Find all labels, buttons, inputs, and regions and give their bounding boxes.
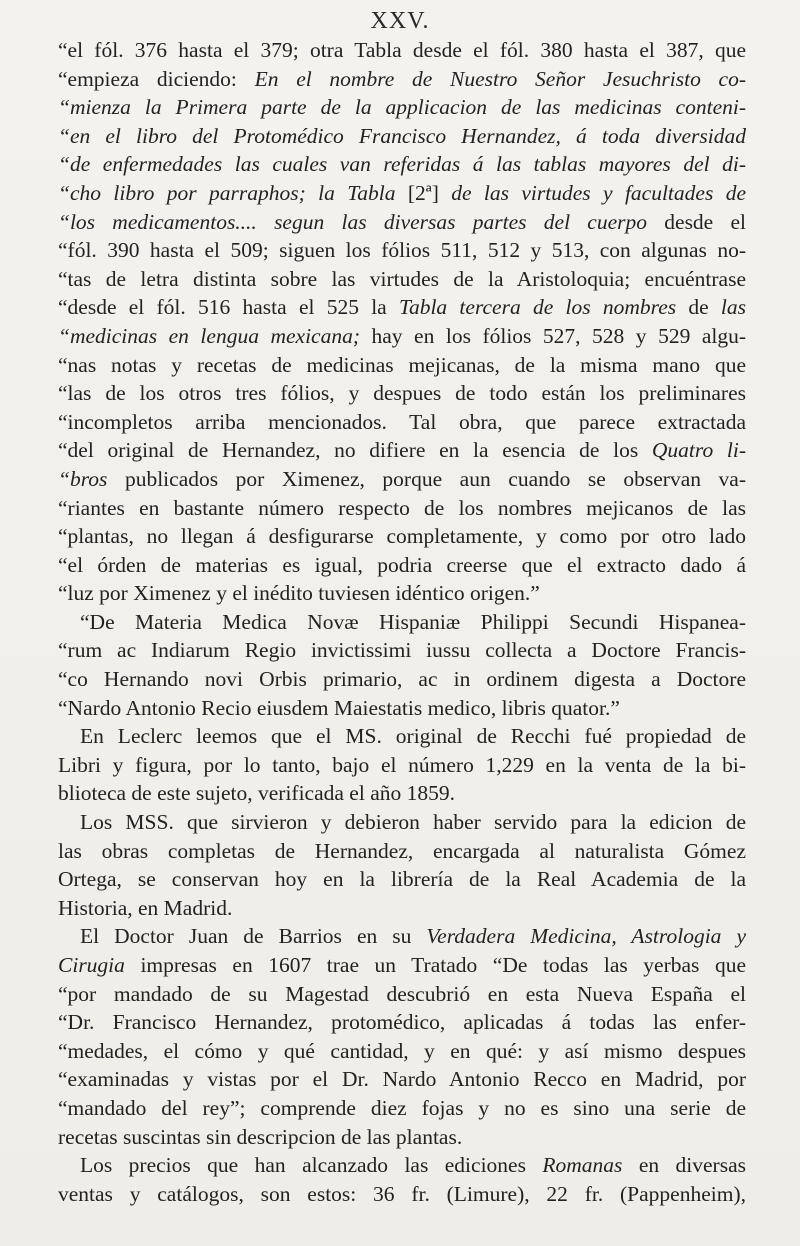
text-segment: blioteca de este sujeto, verificada el año 1859. <box>58 781 455 806</box>
text-line <box>58 980 746 1009</box>
text-segment: “luz por Ximenez y el inédito tuviesen idéntico origen.” <box>58 581 540 606</box>
text-segment: hay en los fólios 527, 528 y 529 algu- <box>360 323 746 348</box>
text-line <box>58 1065 746 1094</box>
text-segment: “De Materia Medica Novæ Hispaniæ Philippi Secundi Hispanea- <box>80 609 746 634</box>
text-segment: Ortega, se conservan hoy en la librería de la Real Academia de la <box>58 867 746 892</box>
text-line <box>58 665 746 694</box>
text-line <box>58 922 746 951</box>
italic-text: “de enfermedades las cuales van referidas á las tablas mayores del di- <box>58 152 746 177</box>
text-line <box>58 179 746 208</box>
text-segment: Los precios que han alcanzado las ediciones <box>80 1153 543 1178</box>
text-line <box>58 36 746 65</box>
italic-text: Romanas <box>542 1153 623 1178</box>
text-segment: “empieza diciendo: <box>58 66 255 91</box>
text-segment: “por mandado de su Magestad descubrió en esta Nueva España el <box>58 981 746 1006</box>
text-line <box>58 694 746 723</box>
text-line <box>58 951 746 980</box>
text-segment: de <box>676 295 721 320</box>
text-segment: ventas y catálogos, son estos: 36 fr. (Limure), 22 fr. (Pappenheim), <box>58 1181 746 1206</box>
italic-text: “cho libro por parraphos; la Tabla <box>58 180 396 205</box>
text-segment: “incompletos arriba mencionados. Tal obra, que parece extractada <box>58 409 746 434</box>
text-line <box>58 894 746 923</box>
text-segment: “examinadas y vistas por el Dr. Nardo Antonio Recco en Madrid, por <box>58 1067 746 1092</box>
italic-text: “en el libro del Protomédico Francisco Hernandez, á toda diversidad <box>58 123 746 148</box>
text-line <box>58 465 746 494</box>
text-segment: “co Hernando novi Orbis primario, ac in ordinem digesta a Doctore <box>58 667 746 692</box>
text-segment: en diversas <box>622 1153 746 1178</box>
text-line <box>58 494 746 523</box>
text-segment: “el órden de materias es igual, podria creerse que el extracto dado á <box>58 552 746 577</box>
text-segment: las obras completas de Hernandez, encargada al naturalista Gómez <box>58 838 746 863</box>
text-segment: desde el <box>647 209 746 234</box>
text-line <box>58 322 746 351</box>
text-line <box>58 808 746 837</box>
text-segment: “Dr. Francisco Hernandez, protomédico, aplicadas á todas las enfer- <box>58 1010 746 1035</box>
text-segment: “mandado del rey”; comprende diez fojas y no es sino una serie de <box>58 1095 746 1120</box>
text-segment: “riantes en bastante número respecto de los nombres mejicanos de las <box>58 495 746 520</box>
text-line <box>58 351 746 380</box>
text-segment: “plantas, no llegan á desfigurarse completamente, y como por otro lado <box>58 524 746 549</box>
italic-text: “medicinas en lengua mexicana; <box>58 323 360 348</box>
text-line <box>58 608 746 637</box>
body-text <box>58 36 746 1208</box>
text-segment: “Nardo Antonio Recio eiusdem Maiestatis medico, libris quator.” <box>58 695 620 720</box>
text-line <box>58 236 746 265</box>
text-segment: “medades, el cómo y qué cantidad, y en qué: y así mismo despues <box>58 1038 746 1063</box>
text-line <box>58 150 746 179</box>
text-segment: En Leclerc leemos que el MS. original de Recchi fué propiedad de <box>80 724 746 749</box>
text-line <box>58 1123 746 1152</box>
italic-text: las <box>720 295 746 320</box>
text-line <box>58 1180 746 1209</box>
text-segment: recetas suscintas sin descripcion de las plantas. <box>58 1124 463 1149</box>
italic-text: Tabla tercera de los nombres <box>398 295 677 320</box>
text-segment: “nas notas y recetas de medicinas mejicanas, de la misma mano que <box>58 352 746 377</box>
text-line <box>58 751 746 780</box>
text-line <box>58 379 746 408</box>
italic-text: de las virtudes y facultades de <box>451 180 746 205</box>
text-segment: Historia, en Madrid. <box>58 895 233 920</box>
text-line <box>58 1008 746 1037</box>
page-number: XXV. <box>370 8 430 34</box>
text-line <box>58 636 746 665</box>
text-line <box>58 265 746 294</box>
text-segment: “rum ac Indiarum Regio invictissimi iussu collecta a Doctore Francis- <box>58 638 746 663</box>
text-line <box>58 408 746 437</box>
text-line <box>58 65 746 94</box>
text-segment: Libri y figura, por lo tanto, bajo el número 1,229 en la venta de la bi- <box>58 752 746 777</box>
italic-text: Cirugia <box>58 953 125 977</box>
italic-text: Verdadera Medicina, Astrologia y <box>426 924 746 949</box>
text-line <box>58 122 746 151</box>
italic-text: En el nombre de Nuestro Señor Jesuchristo co- <box>254 66 746 91</box>
text-segment: Los MSS. que sirvieron y debieron haber servido para la edicion de <box>80 810 746 835</box>
text-line <box>58 93 746 122</box>
text-line <box>58 722 746 751</box>
text-line <box>58 1037 746 1066</box>
text-line <box>58 1151 746 1180</box>
italic-text: “mienza la Primera parte de la applicacion de las medicinas conteni- <box>58 95 746 120</box>
text-line <box>58 779 746 808</box>
text-line <box>58 865 746 894</box>
text-segment: “fól. 390 hasta el 509; siguen los fólios 511, 512 y 513, con algunas no- <box>58 238 746 263</box>
text-segment: “tas de letra distinta sobre las virtudes de la Aristoloquia; encuéntrase <box>58 266 746 291</box>
text-segment: publicados por Ximenez, porque aun cuando se observan va- <box>107 466 746 491</box>
text-line <box>58 522 746 551</box>
text-segment: [2ª] <box>395 180 452 205</box>
text-line <box>58 208 746 237</box>
text-line <box>58 579 746 608</box>
italic-text: Quatro li- <box>651 438 746 463</box>
text-segment: El Doctor Juan de Barrios en su <box>80 924 427 949</box>
italic-text: “los medicamentos.... segun las diversas partes del cuerpo <box>58 209 648 234</box>
text-line <box>58 293 746 322</box>
text-segment: “las de los otros tres fólios, y despues de todo están los preliminares <box>58 381 746 406</box>
text-segment: impresas en 1607 trae un Tratado “De todas las yerbas que <box>124 953 746 977</box>
text-line <box>58 551 746 580</box>
text-line <box>58 1094 746 1123</box>
text-segment: “el fól. 376 hasta el 379; otra Tabla desde el fól. 380 hasta el 387, que <box>58 38 746 62</box>
text-line <box>58 837 746 866</box>
italic-text: “bros <box>58 466 108 491</box>
text-segment: “desde el fól. 516 hasta el 525 la <box>58 295 399 320</box>
text-line <box>58 436 746 465</box>
text-segment: “del original de Hernandez, no difiere en la esencia de los <box>58 438 652 463</box>
